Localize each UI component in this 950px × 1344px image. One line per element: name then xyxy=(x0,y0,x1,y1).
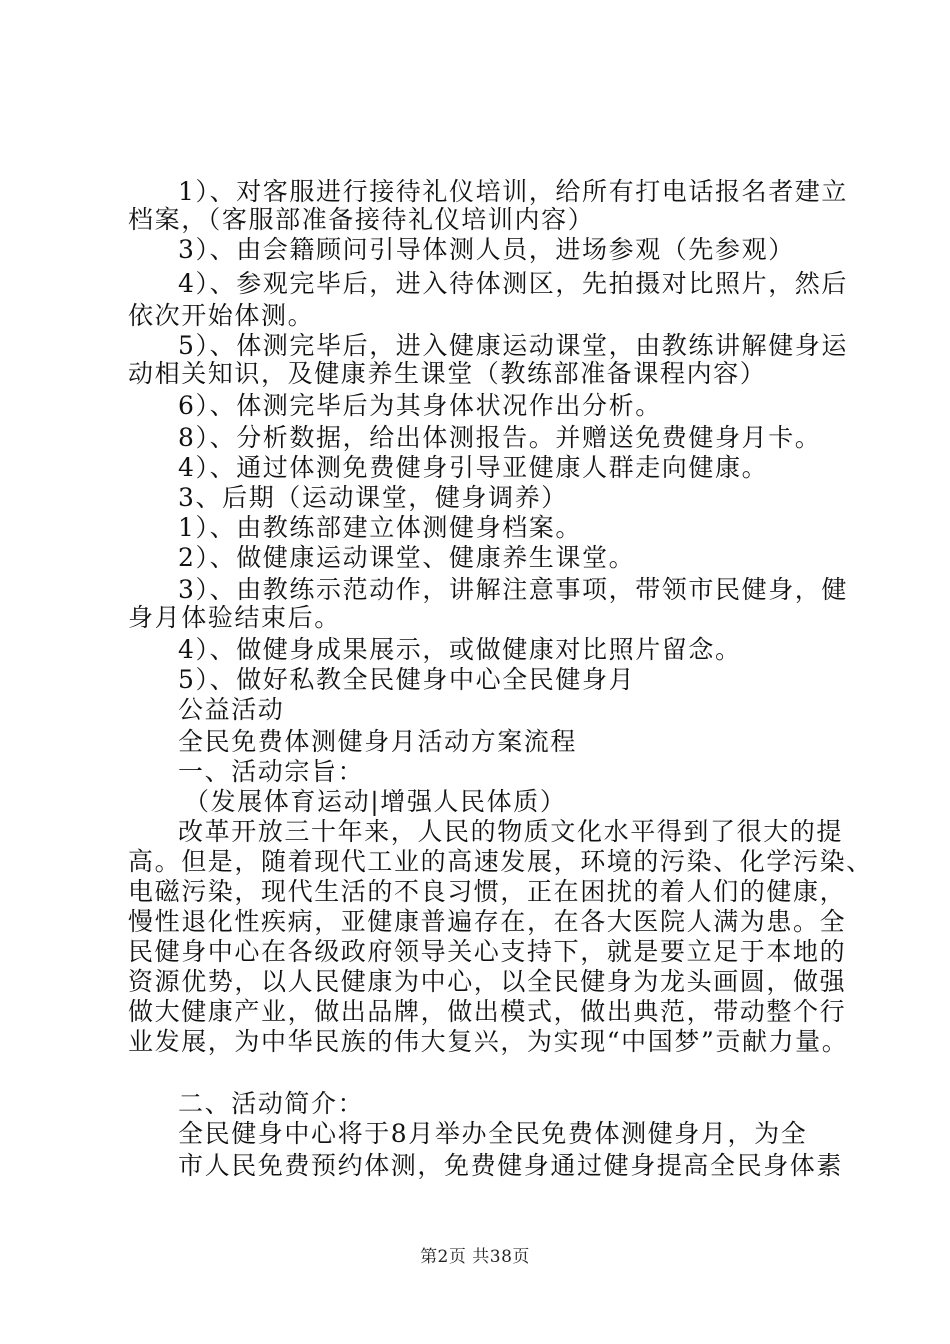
text-line: 电磁污染，现代生活的不良习惯，正在困扰的着人们的健康， xyxy=(128,877,847,906)
text-line: 2）、做健康运动课堂、健康养生课堂。 xyxy=(178,543,636,572)
text-line: 一、活动宗旨： xyxy=(178,757,365,786)
text-line: 高。但是，随着现代工业的高速发展，环境的污染、化学污染、 xyxy=(128,847,873,876)
text-line: 1）、对客服进行接待礼仪培训，给所有打电话报名者建立 xyxy=(178,177,849,206)
text-line: 做大健康产业，做出品牌，做出模式，做出典范，带动整个行 xyxy=(128,997,847,1026)
text-line: 公益活动 xyxy=(178,695,285,724)
text-line: 6）、体测完毕后为其身体状况作出分析。 xyxy=(178,391,662,420)
text-line: （发展体育运动|增强人民体质） xyxy=(184,787,567,816)
text-line: 改革开放三十年来，人民的物质文化水平得到了很大的提 xyxy=(178,817,844,846)
page-footer: 第2页 共38页 xyxy=(420,1247,530,1267)
text-line: 8）、分析数据，给出体测报告。并赠送免费健身月卡。 xyxy=(178,423,822,452)
text-line: 4）、做健身成果展示，或做健康对比照片留念。 xyxy=(178,635,742,664)
text-line: 二、活动简介： xyxy=(178,1089,365,1118)
text-line: 业发展，为中华民族的伟大复兴，为实现“中国梦”贡献力量。 xyxy=(128,1027,849,1056)
text-line: 全民免费体测健身月活动方案流程 xyxy=(178,727,578,756)
text-line: 身月体验结束后。 xyxy=(128,603,341,632)
text-line: 4）、通过体测免费健身引导亚健康人群走向健康。 xyxy=(178,453,769,482)
text-line: 慢性退化性疾病，亚健康普遍存在，在各大医院人满为患。全 xyxy=(128,907,847,936)
text-line: 5）、体测完毕后，进入健康运动课堂，由教练讲解健身运 xyxy=(178,331,849,360)
text-line: 4）、参观完毕后，进入待体测区，先拍摄对比照片，然后 xyxy=(178,269,849,298)
text-line: 民健身中心在各级政府领导关心支持下，就是要立足于本地的 xyxy=(128,937,847,966)
text-line: 依次开始体测。 xyxy=(128,301,315,330)
text-line: 市人民免费预约体测，免费健身通过健身提高全民身体素 xyxy=(178,1151,844,1180)
text-line: 5）、做好私教全民健身中心全民健身月 xyxy=(178,665,636,694)
text-line: 资源优势，以人民健康为中心，以全民健身为龙头画圆，做强 xyxy=(128,967,847,996)
text-line: 3）、由会籍顾问引导体测人员，进场参观（先参观） xyxy=(178,235,795,264)
text-line: 档案，（客服部准备接待礼仪培训内容） xyxy=(128,205,595,234)
text-line: 动相关知识，及健康养生课堂（教练部准备课程内容） xyxy=(128,359,767,388)
text-line: 1）、由教练部建立体测健身档案。 xyxy=(178,513,583,542)
text-line: 3）、由教练示范动作，讲解注意事项，带领市民健身，健 xyxy=(178,575,849,604)
text-line: 3、后期（运动课堂，健身调养） xyxy=(178,483,568,512)
text-line: 全民健身中心将于8月举办全民免费体测健身月，为全 xyxy=(178,1119,808,1148)
